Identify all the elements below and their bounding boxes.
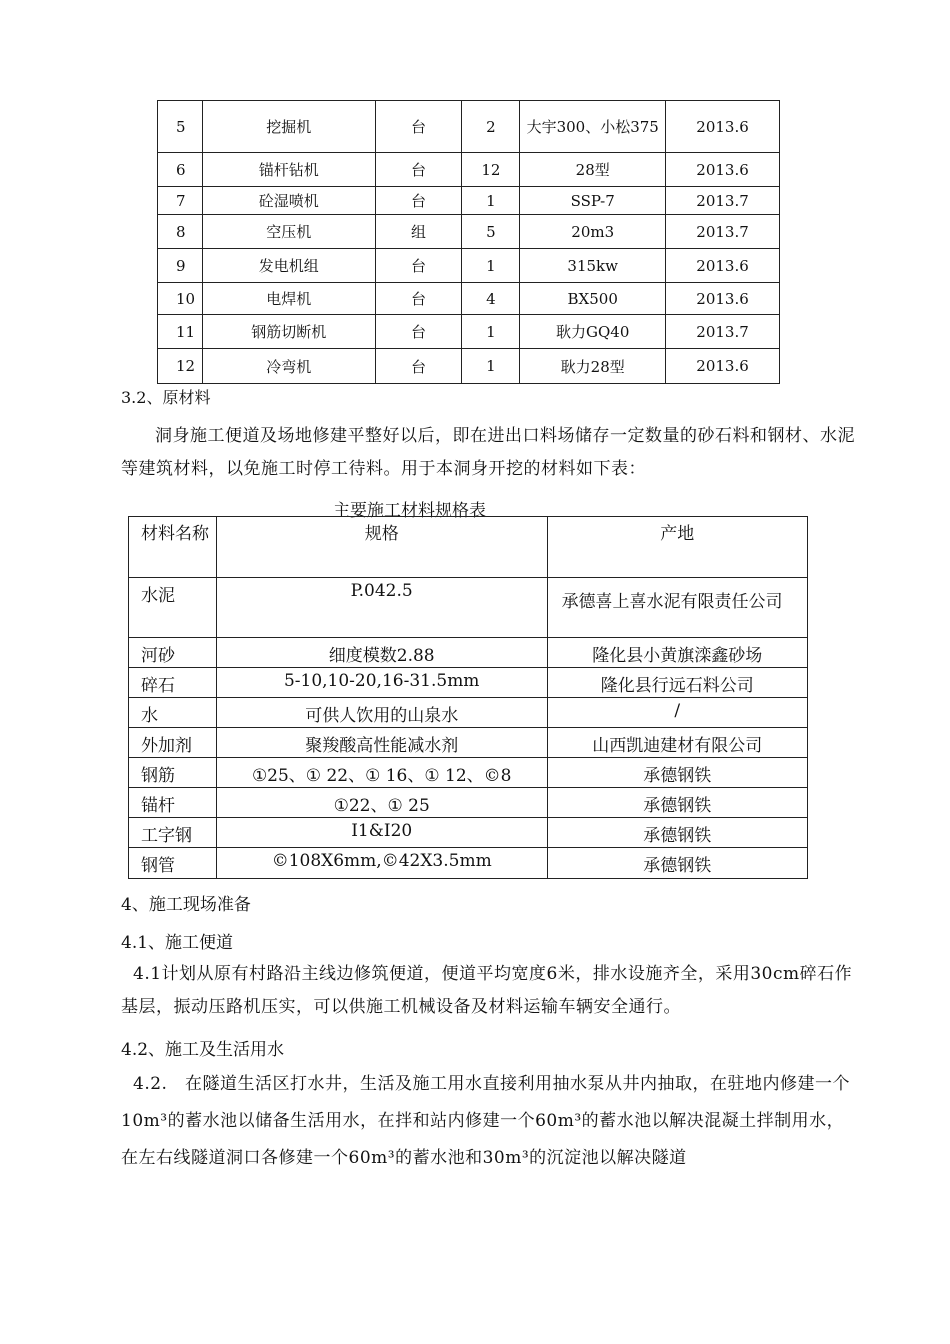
material-spec: 细度模数2.88 bbox=[216, 638, 547, 668]
material-row bbox=[129, 638, 808, 668]
equipment-unit: 台 bbox=[375, 101, 462, 153]
equipment-qty: 1 bbox=[462, 187, 520, 215]
equipment-no: 6 bbox=[158, 153, 203, 187]
material-row bbox=[129, 848, 808, 879]
material-name: 外加剂 bbox=[129, 728, 217, 758]
equipment-row bbox=[158, 215, 780, 249]
equipment-model: 耿力GQ40 bbox=[520, 315, 666, 349]
equipment-row bbox=[158, 283, 780, 315]
equipment-no: 11 bbox=[158, 315, 203, 349]
equipment-no: 12 bbox=[158, 349, 203, 384]
equipment-date: 2013.6 bbox=[666, 153, 780, 187]
equipment-no: 10 bbox=[158, 283, 203, 315]
equipment-model: 耿力28型 bbox=[520, 349, 666, 384]
material-row bbox=[129, 818, 808, 848]
equipment-no: 8 bbox=[158, 215, 203, 249]
equipment-date: 2013.7 bbox=[666, 187, 780, 215]
material-name: 锚杆 bbox=[129, 788, 217, 818]
material-origin: 承德钢铁 bbox=[547, 758, 807, 788]
equipment-model: SSP-7 bbox=[520, 187, 666, 215]
equipment-qty: 2 bbox=[462, 101, 520, 153]
equipment-name: 砼湿喷机 bbox=[202, 187, 375, 215]
material-row bbox=[129, 668, 808, 698]
material-name: 工字钢 bbox=[129, 818, 217, 848]
equipment-model: 315kw bbox=[520, 249, 666, 283]
material-name: 钢筋 bbox=[129, 758, 217, 788]
materials-table-title: 主要施工材料规格表 bbox=[333, 501, 486, 521]
material-row bbox=[129, 698, 808, 728]
equipment-name: 锚杆钻机 bbox=[202, 153, 375, 187]
material-row bbox=[129, 788, 808, 818]
equipment-row bbox=[158, 101, 780, 153]
section-3-2-heading: 3.2、原材料 bbox=[121, 388, 211, 407]
section-3-2-paragraph: 洞身施工便道及场地修建平整好以后，即在进出口料场储存一定数量的砂石料和钢材、水泥等建筑材料，以免施工时停工待料。用于本洞身开挖的材料如下表： bbox=[121, 426, 855, 479]
material-spec: I1&I20 bbox=[216, 818, 547, 848]
material-spec: ©108X6mm,©42X3.5mm bbox=[216, 848, 547, 879]
material-origin: 山西凯迪建材有限公司 bbox=[547, 728, 807, 758]
equipment-date: 2013.6 bbox=[666, 349, 780, 384]
material-origin: 承德钢铁 bbox=[547, 788, 807, 818]
material-name: 钢管 bbox=[129, 848, 217, 879]
material-origin: 承德喜上喜水泥有限责任公司 bbox=[547, 578, 807, 638]
material-name: 碎石 bbox=[129, 668, 217, 698]
equipment-no: 5 bbox=[158, 101, 203, 153]
equipment-qty: 12 bbox=[462, 153, 520, 187]
material-row bbox=[129, 758, 808, 788]
material-origin: 承德钢铁 bbox=[547, 818, 807, 848]
equipment-unit: 台 bbox=[375, 153, 462, 187]
equipment-date: 2013.6 bbox=[666, 249, 780, 283]
equipment-model: 28型 bbox=[520, 153, 666, 187]
section-4-2-paragraph: 4.2. 在隧道生活区打水井，生活及施工用水直接利用抽水泵从井内抽取，在驻地内修建一个10m³的蓄水池以储备生活用水，在拌和站内修建一个60m³的蓄水池以解决混凝土拌制用水，在左右线隧道洞口各修建一个60m³的蓄水池和30m³的沉淀池以解决隧道 bbox=[121, 1074, 850, 1168]
section-4-1-heading: 4.1、施工便道 bbox=[121, 933, 234, 953]
material-spec: 5-10,10-20,16-31.5mm bbox=[216, 668, 547, 698]
material-spec: ①22、① 25 bbox=[216, 788, 547, 818]
equipment-qty: 4 bbox=[462, 283, 520, 315]
equipment-no: 7 bbox=[158, 187, 203, 215]
equipment-model: 20m3 bbox=[520, 215, 666, 249]
material-origin: 隆化县行远石料公司 bbox=[547, 668, 807, 698]
equipment-name: 电焊机 bbox=[202, 283, 375, 315]
equipment-date: 2013.6 bbox=[666, 283, 780, 315]
equipment-qty: 1 bbox=[462, 349, 520, 384]
header-origin: 产地 bbox=[547, 517, 807, 578]
materials-header-row bbox=[129, 517, 808, 578]
equipment-name: 钢筋切断机 bbox=[202, 315, 375, 349]
equipment-row bbox=[158, 315, 780, 349]
equipment-unit: 台 bbox=[375, 187, 462, 215]
equipment-unit: 台 bbox=[375, 283, 462, 315]
material-origin: / bbox=[547, 698, 807, 728]
equipment-date: 2013.7 bbox=[666, 315, 780, 349]
material-row bbox=[129, 728, 808, 758]
equipment-qty: 5 bbox=[462, 215, 520, 249]
material-name: 河砂 bbox=[129, 638, 217, 668]
equipment-name: 发电机组 bbox=[202, 249, 375, 283]
equipment-row bbox=[158, 187, 780, 215]
section-4-1-paragraph: 4.1计划从原有村路沿主线边修筑便道，便道平均宽度6米，排水设施齐全，采用30cm碎石作基层，振动压路机压实，可以供施工机械设备及材料运输车辆安全通行。 bbox=[121, 964, 853, 1017]
material-name: 水泥 bbox=[129, 578, 217, 638]
material-spec: ①25、① 22、① 16、① 12、©8 bbox=[216, 758, 547, 788]
equipment-unit: 组 bbox=[375, 215, 462, 249]
equipment-name: 冷弯机 bbox=[202, 349, 375, 384]
equipment-date: 2013.6 bbox=[666, 101, 780, 153]
equipment-qty: 1 bbox=[462, 315, 520, 349]
equipment-date: 2013.7 bbox=[666, 215, 780, 249]
equipment-row bbox=[158, 249, 780, 283]
material-name: 水 bbox=[129, 698, 217, 728]
material-spec: P.042.5 bbox=[216, 578, 547, 638]
material-row bbox=[129, 578, 808, 638]
equipment-qty: 1 bbox=[462, 249, 520, 283]
equipment-unit: 台 bbox=[375, 315, 462, 349]
equipment-model: BX500 bbox=[520, 283, 666, 315]
material-spec: 可供人饮用的山泉水 bbox=[216, 698, 547, 728]
equipment-no: 9 bbox=[158, 249, 203, 283]
section-4-heading: 4、施工现场准备 bbox=[121, 895, 251, 915]
materials-table bbox=[128, 516, 808, 879]
equipment-name: 空压机 bbox=[202, 215, 375, 249]
equipment-row bbox=[158, 153, 780, 187]
equipment-table bbox=[157, 100, 780, 384]
material-origin: 隆化县小黄旗滦鑫砂场 bbox=[547, 638, 807, 668]
material-origin: 承德钢铁 bbox=[547, 848, 807, 879]
equipment-unit: 台 bbox=[375, 249, 462, 283]
header-spec: 规格 bbox=[216, 517, 547, 578]
section-4-2-heading: 4.2、施工及生活用水 bbox=[121, 1040, 285, 1060]
equipment-unit: 台 bbox=[375, 349, 462, 384]
header-material: 材料名称 bbox=[129, 517, 217, 578]
material-spec: 聚羧酸高性能减水剂 bbox=[216, 728, 547, 758]
equipment-model: 大宇300、小松375 bbox=[520, 101, 666, 153]
equipment-name: 挖掘机 bbox=[202, 101, 375, 153]
equipment-row bbox=[158, 349, 780, 384]
